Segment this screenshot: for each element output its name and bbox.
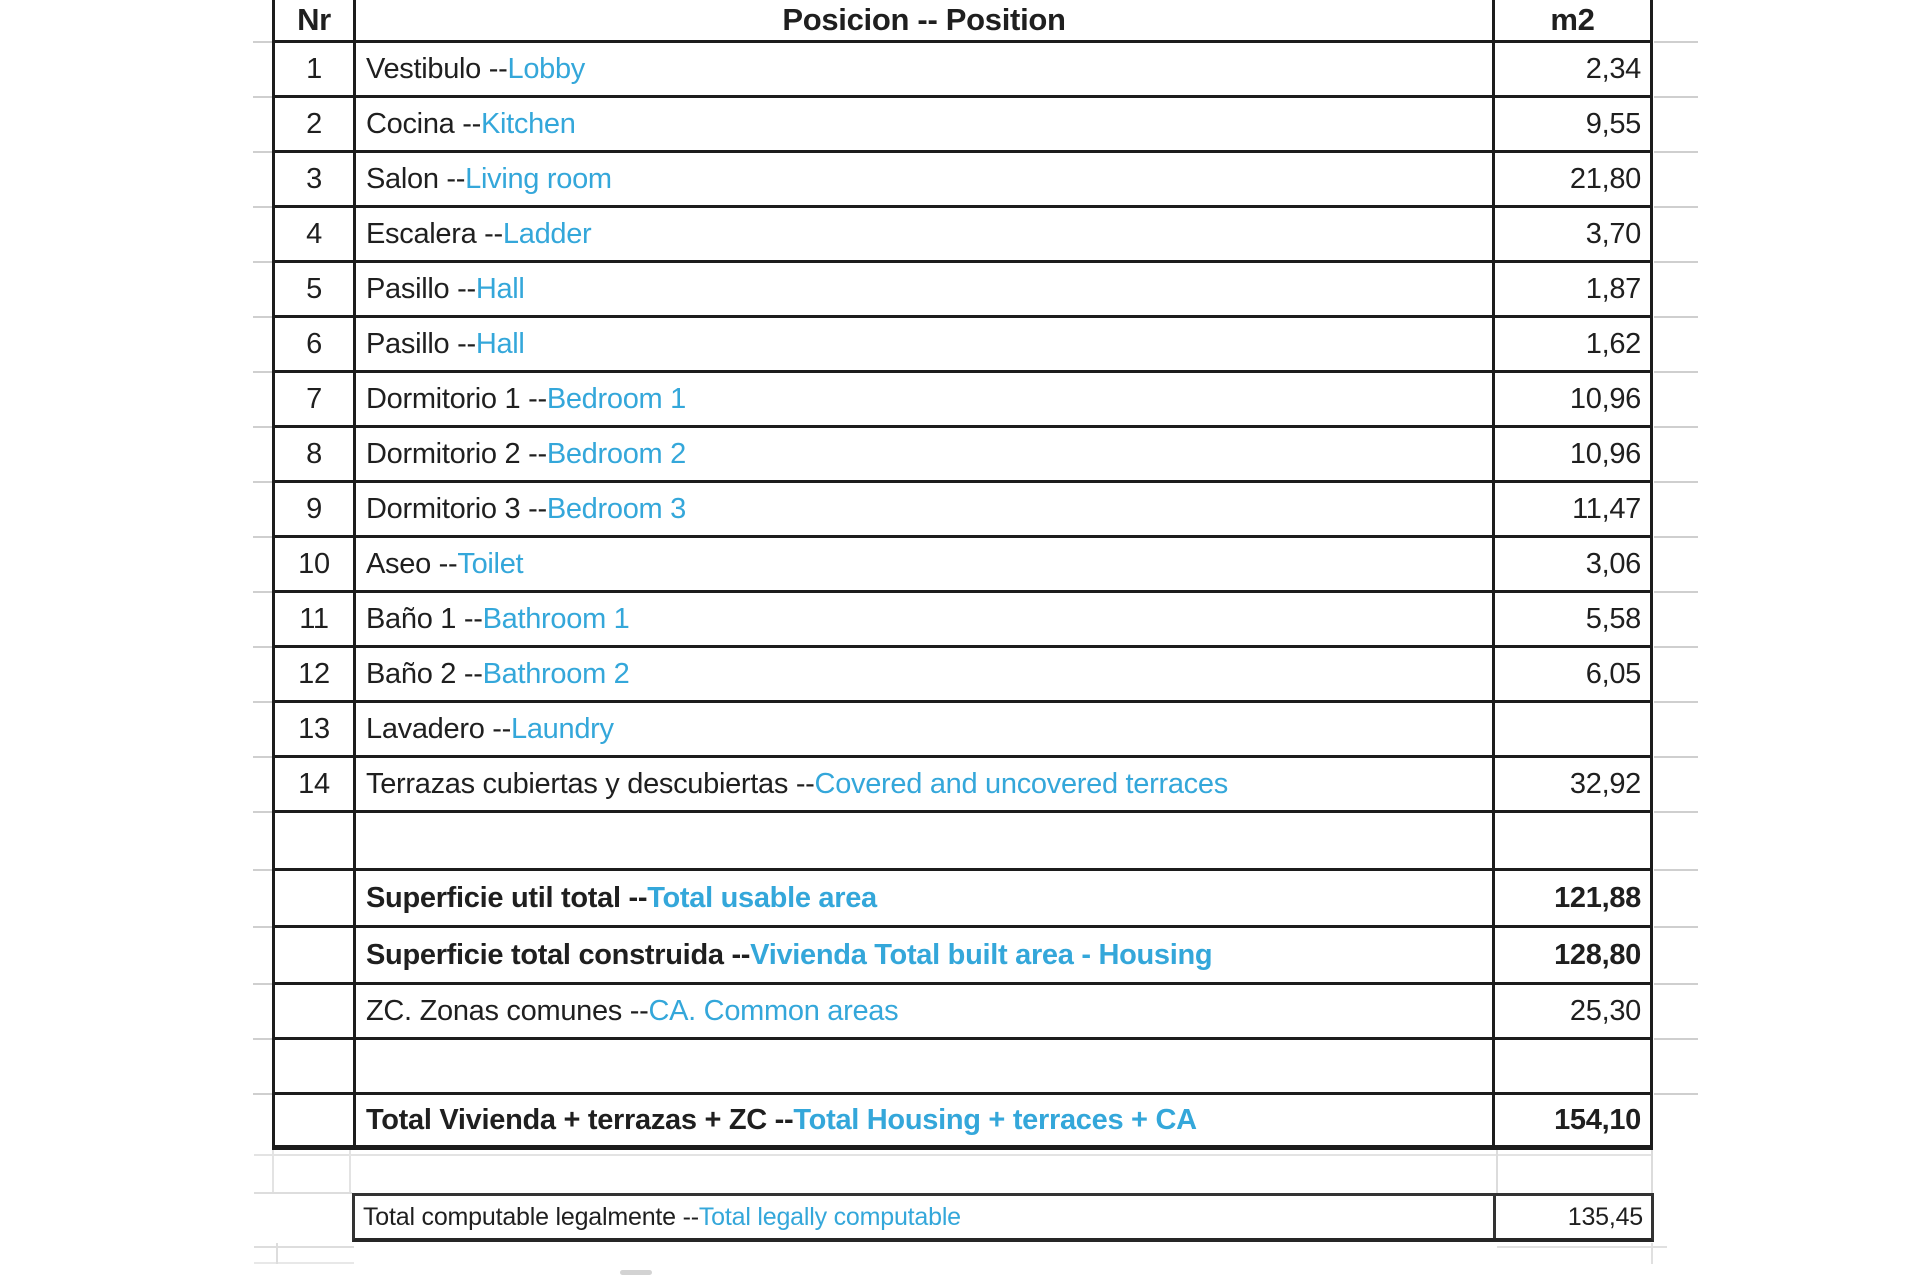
position-en: Total legally computable xyxy=(698,1202,961,1231)
gridline xyxy=(1651,1150,1653,1193)
row-number-cell: 8 xyxy=(275,428,356,480)
gridline-stub xyxy=(253,261,272,263)
area-cell: 6,05 xyxy=(1495,648,1653,700)
area-cell: 128,80 xyxy=(1495,928,1653,982)
position-es: Total Vivienda + terrazas + ZC -- xyxy=(366,1103,794,1136)
position-es: Dormitorio 2 -- xyxy=(366,437,547,470)
table-header-row xyxy=(275,0,1653,43)
position-en: Bathroom 1 xyxy=(482,602,630,635)
position-en: Laundry xyxy=(511,712,614,745)
table-row xyxy=(275,208,1653,263)
position-es: Vestibulo -- xyxy=(366,52,508,85)
row-number-cell: 3 xyxy=(275,153,356,205)
position-cell xyxy=(356,483,1495,535)
total-row xyxy=(275,1095,1653,1150)
area-table xyxy=(272,0,1653,1150)
table-row xyxy=(275,648,1653,703)
table-row xyxy=(275,428,1653,483)
gridline xyxy=(272,1150,274,1193)
gridline-stub xyxy=(253,481,272,483)
footer-row xyxy=(352,1193,1654,1242)
position-es: Escalera -- xyxy=(366,217,503,250)
gridline-stub xyxy=(253,1093,272,1095)
table-row xyxy=(275,43,1653,98)
position-cell xyxy=(356,871,1495,925)
table-row xyxy=(275,483,1653,538)
position-es: Pasillo -- xyxy=(366,272,476,305)
gridline-stub xyxy=(253,646,272,648)
gridline xyxy=(276,1243,278,1264)
area-cell: 25,30 xyxy=(1495,985,1653,1037)
area-cell: 154,10 xyxy=(1495,1095,1653,1145)
position-cell xyxy=(356,318,1495,370)
gridline-stub xyxy=(1654,316,1698,318)
position-cell xyxy=(356,1095,1495,1145)
gridline-stub xyxy=(253,206,272,208)
area-cell: 1,62 xyxy=(1495,318,1653,370)
position-en: Hall xyxy=(475,327,525,360)
position-cell xyxy=(356,538,1495,590)
position-es: Baño 1 -- xyxy=(366,602,483,635)
position-cell xyxy=(356,593,1495,645)
position-es: Pasillo -- xyxy=(366,327,476,360)
position-es: Dormitorio 1 -- xyxy=(366,382,547,415)
position-es: Cocina -- xyxy=(366,107,481,140)
empty-row xyxy=(275,1040,1653,1095)
position-cell xyxy=(356,263,1495,315)
row-number-cell: 2 xyxy=(275,98,356,150)
position-cell xyxy=(356,208,1495,260)
gridline-stub xyxy=(253,811,272,813)
gridline-stub xyxy=(253,756,272,758)
area-cell: 121,88 xyxy=(1495,871,1653,925)
area-cell: 21,80 xyxy=(1495,153,1653,205)
table-row xyxy=(275,538,1653,593)
table-row xyxy=(275,318,1653,373)
position-cell xyxy=(356,813,1495,868)
gridline-stub xyxy=(253,869,272,871)
area-cell: 135,45 xyxy=(1493,1196,1651,1238)
row-number-cell xyxy=(275,1040,356,1092)
table-row xyxy=(275,153,1653,208)
area-cell: 5,58 xyxy=(1495,593,1653,645)
position-cell xyxy=(356,648,1495,700)
row-number-cell: 7 xyxy=(275,373,356,425)
gridline xyxy=(1651,1243,1653,1264)
header-nr: Nr xyxy=(275,0,356,40)
position-es: Superficie total construida -- xyxy=(366,938,751,971)
table-row xyxy=(275,373,1653,428)
table-row xyxy=(275,703,1653,758)
gridline-stub xyxy=(1654,41,1698,43)
header-position: Posicion -- Position xyxy=(356,0,1495,40)
gridline-stub xyxy=(1654,481,1698,483)
row-number-cell xyxy=(275,985,356,1037)
gridline-stub xyxy=(1654,591,1698,593)
gridline-stub xyxy=(253,426,272,428)
gridline-stub xyxy=(253,983,272,985)
area-cell: 32,92 xyxy=(1495,758,1653,810)
row-number-cell: 11 xyxy=(275,593,356,645)
row-number-cell: 14 xyxy=(275,758,356,810)
header-m2: m2 xyxy=(1495,0,1653,40)
area-cell: 10,96 xyxy=(1495,373,1653,425)
gridline-stub xyxy=(253,591,272,593)
area-cell xyxy=(1495,813,1653,868)
row-number-cell: 12 xyxy=(275,648,356,700)
area-cell: 2,34 xyxy=(1495,43,1653,95)
row-number-cell xyxy=(275,928,356,982)
gridline-stub xyxy=(253,316,272,318)
position-es: Baño 2 -- xyxy=(366,657,483,690)
position-es: Superficie util total -- xyxy=(366,881,648,914)
area-cell: 10,96 xyxy=(1495,428,1653,480)
area-cell: 3,70 xyxy=(1495,208,1653,260)
row-number-cell xyxy=(275,1095,356,1145)
gridline-stub xyxy=(253,96,272,98)
area-cell: 3,06 xyxy=(1495,538,1653,590)
row-number-cell: 9 xyxy=(275,483,356,535)
gridline-stub xyxy=(253,41,272,43)
gridline-stub xyxy=(1654,536,1698,538)
table-row xyxy=(275,263,1653,318)
position-es: Salon -- xyxy=(366,162,466,195)
position-en: Bedroom 3 xyxy=(546,492,686,525)
gridline-stub xyxy=(1654,869,1698,871)
row-number-cell: 13 xyxy=(275,703,356,755)
gridline-stub xyxy=(1654,646,1698,648)
position-en: Bedroom 2 xyxy=(546,437,686,470)
gridline-stub xyxy=(253,151,272,153)
table-row xyxy=(275,98,1653,153)
position-cell xyxy=(356,373,1495,425)
area-cell: 1,87 xyxy=(1495,263,1653,315)
position-cell xyxy=(356,758,1495,810)
position-es: Dormitorio 3 -- xyxy=(366,492,547,525)
gridline-stub xyxy=(253,926,272,928)
position-es: Lavadero -- xyxy=(366,712,511,745)
table-row xyxy=(275,593,1653,648)
summary-row xyxy=(275,928,1653,985)
position-en: Bathroom 2 xyxy=(482,657,630,690)
gridline-stub xyxy=(1654,756,1698,758)
position-en: Lobby xyxy=(507,52,585,85)
gridline-stub xyxy=(1654,96,1698,98)
position-cell xyxy=(356,98,1495,150)
gridline-stub xyxy=(1654,206,1698,208)
position-en: Toilet xyxy=(457,547,524,580)
position-en: Bedroom 1 xyxy=(546,382,686,415)
gridline xyxy=(1497,1246,1667,1248)
position-cell xyxy=(356,703,1495,755)
gridline-stub xyxy=(1654,261,1698,263)
row-number-cell: 10 xyxy=(275,538,356,590)
gridline xyxy=(254,1154,1653,1156)
gridline-stub xyxy=(253,1038,272,1040)
gridline xyxy=(254,1192,352,1194)
position-es: Aseo -- xyxy=(366,547,458,580)
summary-row xyxy=(275,985,1653,1040)
position-en: Ladder xyxy=(502,217,592,250)
position-cell xyxy=(355,1203,1493,1232)
gridline-stub xyxy=(1654,1038,1698,1040)
position-cell xyxy=(356,1040,1495,1092)
position-es: Terrazas cubiertas y descubiertas -- xyxy=(366,767,815,800)
row-number-cell: 6 xyxy=(275,318,356,370)
position-en: Covered and uncovered terraces xyxy=(814,767,1228,800)
position-es: ZC. Zonas comunes -- xyxy=(366,994,649,1027)
gridline xyxy=(1496,1150,1498,1193)
gridline xyxy=(254,1246,354,1248)
position-cell xyxy=(356,153,1495,205)
position-cell xyxy=(356,985,1495,1037)
position-en: Vivienda Total built area - Housing xyxy=(750,938,1213,971)
gridline-stub xyxy=(253,701,272,703)
area-cell xyxy=(1495,703,1653,755)
gridline-stub xyxy=(253,536,272,538)
empty-row xyxy=(275,813,1653,871)
gridline xyxy=(254,1262,354,1264)
gridline-stub xyxy=(1654,811,1698,813)
gridline-stub xyxy=(1654,1093,1698,1095)
row-number-cell: 4 xyxy=(275,208,356,260)
row-number-cell: 5 xyxy=(275,263,356,315)
position-en: Living room xyxy=(465,162,612,195)
position-cell xyxy=(356,928,1495,982)
position-en: Hall xyxy=(475,272,525,305)
gridline-stub xyxy=(1654,701,1698,703)
area-cell: 11,47 xyxy=(1495,483,1653,535)
position-en: Kitchen xyxy=(480,107,576,140)
row-number-cell xyxy=(275,871,356,925)
gridline-stub xyxy=(1654,983,1698,985)
row-number-cell xyxy=(275,813,356,868)
row-number-cell: 1 xyxy=(275,43,356,95)
position-es: Total computable legalmente -- xyxy=(363,1202,699,1231)
table-row xyxy=(275,758,1653,813)
position-en: Total usable area xyxy=(647,881,877,914)
position-en: Total Housing + terraces + CA xyxy=(793,1103,1197,1136)
area-cell: 9,55 xyxy=(1495,98,1653,150)
artifact-smudge xyxy=(620,1270,652,1275)
gridline-stub xyxy=(1654,151,1698,153)
summary-row xyxy=(275,871,1653,928)
gridline-stub xyxy=(1654,926,1698,928)
position-en: CA. Common areas xyxy=(648,994,899,1027)
gridline-stub xyxy=(253,371,272,373)
gridline-stub xyxy=(1654,426,1698,428)
position-cell xyxy=(356,428,1495,480)
gridline-stub xyxy=(1654,371,1698,373)
position-cell xyxy=(356,43,1495,95)
area-cell xyxy=(1495,1040,1653,1092)
gridline xyxy=(349,1150,351,1193)
